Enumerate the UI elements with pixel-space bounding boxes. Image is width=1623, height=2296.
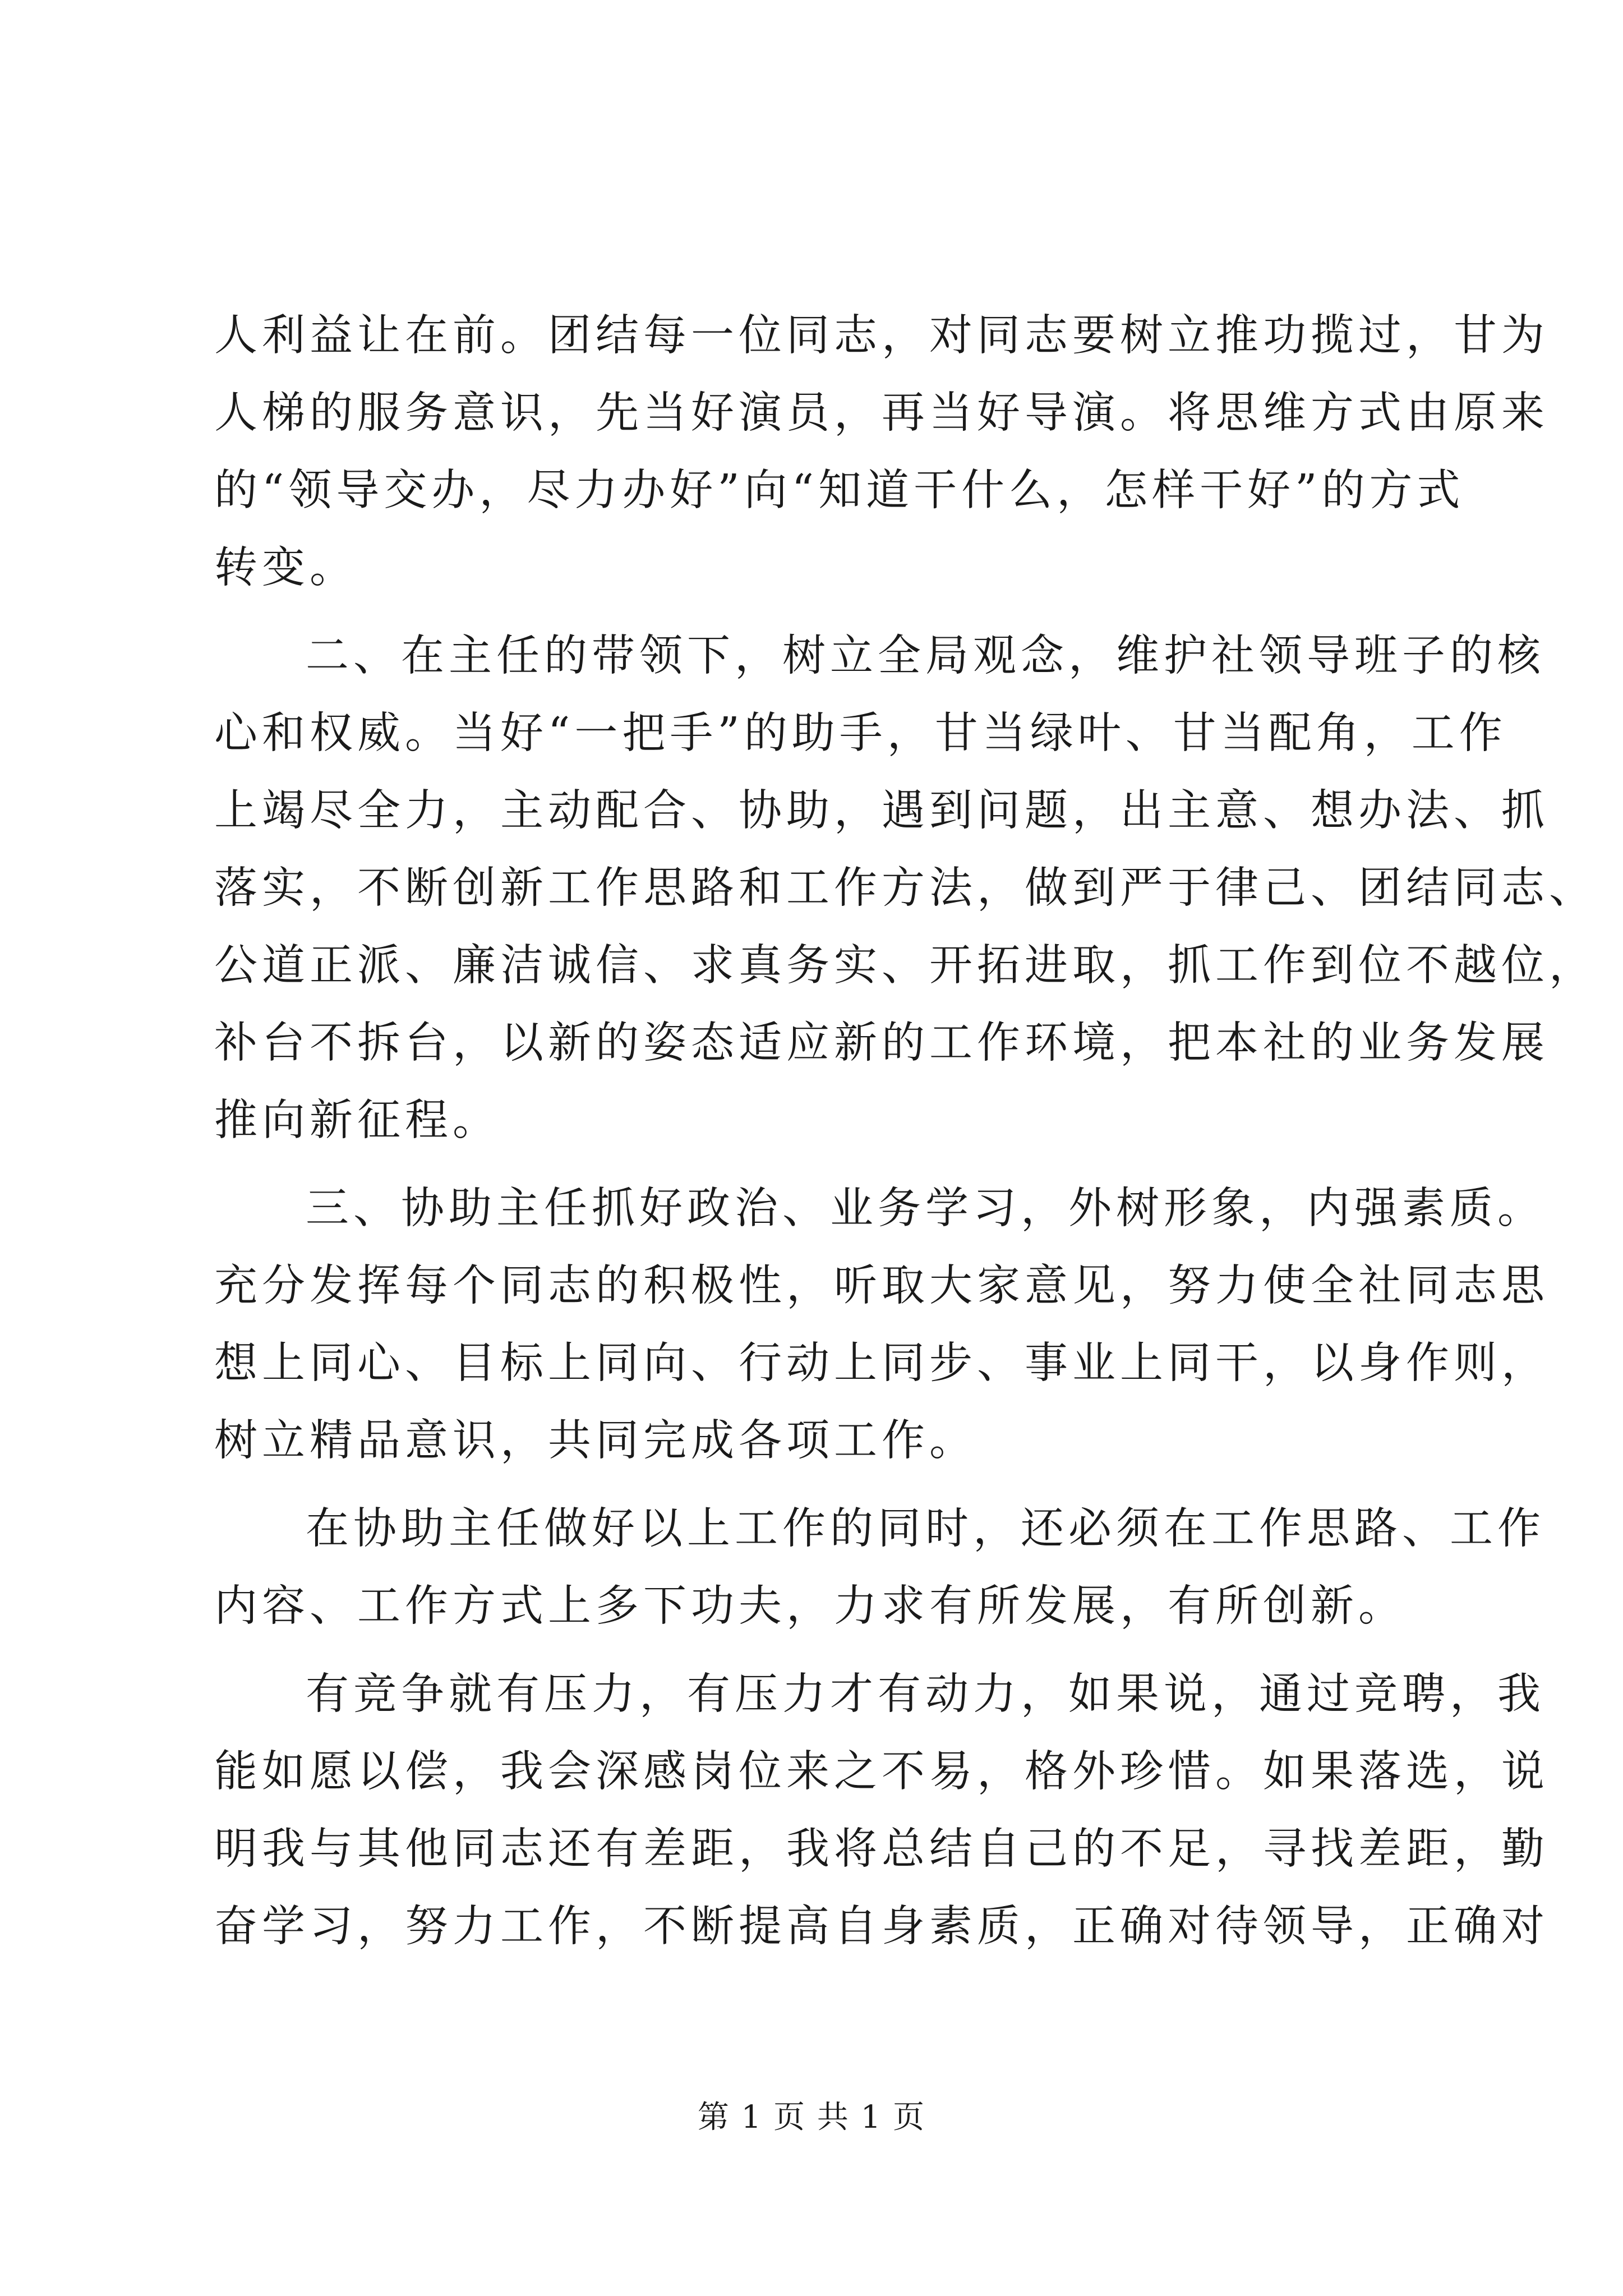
text-line: 内容、工作方式上多下功夫，力求有所发展，有所创新。 [214,1581,1406,1631]
text-line: 三、协助主任抓好政治、业务学习，外树形象，内强素质。 [306,1184,1545,1234]
page-footer: 第 1 页 共 1 页 [697,2099,926,2136]
text-line: 有竞争就有压力，有压力才有动力，如果说，通过竞聘，我 [306,1669,1545,1719]
text-line: 在协助主任做好以上工作的同时，还必须在工作思路、工作 [306,1504,1545,1554]
document-body [214,297,1597,1966]
text-line: 人梯的服务意识，先当好演员，再当好导演。将思维方式由原来 [214,388,1549,438]
text-line: 人利益让在前。团结每一位同志，对同志要树立推功揽过，甘为 [214,311,1549,361]
paragraph-gap [214,1645,1414,1656]
text-line: 奋学习，努力工作，不断提高自身素质，正确对待领导，正确对 [214,1902,1549,1952]
text-line: 的“领导交办，尽力办好”向“知道干什么，怎样干好”的方式 [214,466,1465,516]
text-line: 转变。 [214,543,357,593]
paragraph-gap [214,1480,1414,1490]
text-line: 树立精品意识，共同完成各项工作。 [214,1416,977,1466]
text-line: 充分发挥每个同志的积极性，听取大家意见，努力使全社同志思 [214,1261,1549,1311]
paragraph-4 [214,1490,1545,1645]
paragraph-3 [214,1170,1549,1480]
text-line: 想上同心、目标上同向、行动上同步、事业上同干，以身作则， [214,1338,1549,1388]
paragraph-gap [214,1159,1414,1170]
text-line: 推向新征程。 [214,1096,500,1145]
text-line: 上竭尽全力，主动配合、协助，遇到问题，出主意、想办法、抓 [214,786,1549,836]
text-line: 公道正派、廉洁诚信、求真务实、开拓进取，抓工作到位不越位， [214,941,1597,991]
text-line: 能如愿以偿，我会深感岗位来之不易，格外珍惜。如果落选，说 [214,1747,1549,1797]
text-line: 二、在主任的带领下，树立全局观念，维护社领导班子的核 [306,631,1545,681]
paragraph-5 [214,1656,1549,1966]
text-line: 明我与其他同志还有差距，我将总结自己的不足，寻找差距，勤 [214,1824,1549,1874]
paragraph-2 [214,618,1597,1159]
text-line: 落实，不断创新工作思路和工作方法，做到严于律己、团结同志、 [214,863,1597,913]
paragraph-1 [214,297,1549,607]
paragraph-gap [214,607,1414,618]
text-line: 心和权威。当好“一把手”的助手，甘当绿叶、甘当配角，工作 [214,708,1507,758]
text-line: 补台不拆台，以新的姿态适应新的工作环境，把本社的业务发展 [214,1018,1549,1068]
